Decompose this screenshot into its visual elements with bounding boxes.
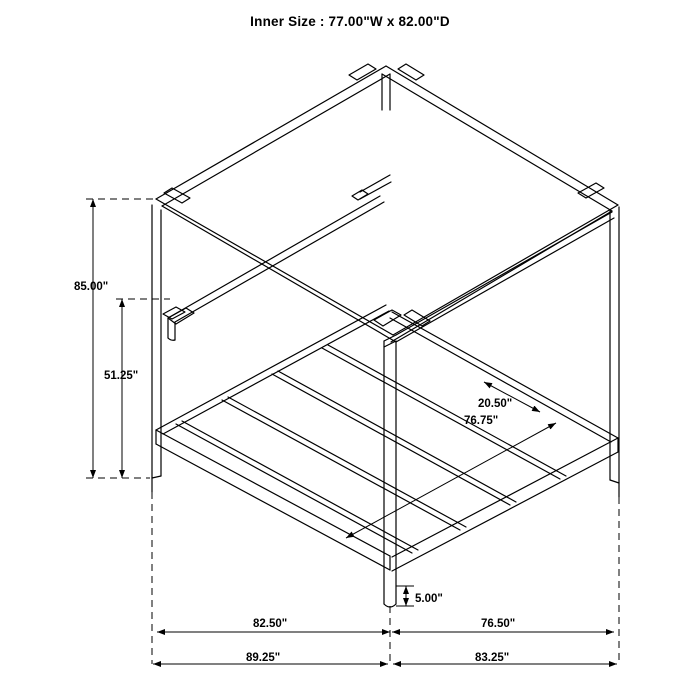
- dimension-label-overall-height: 85.00": [74, 281, 109, 293]
- dimension-label-canopy-post-height: 51.25": [104, 370, 139, 382]
- page-title: Inner Size : 77.00"W x 82.00"D: [250, 14, 450, 29]
- extension-lines: [86, 199, 619, 664]
- dimension-label-overall-right-width: 83.25": [475, 652, 510, 664]
- dimension-label-slat-spacing: 20.50": [478, 398, 513, 410]
- dimension-label-left-width: 82.50": [253, 618, 288, 630]
- dimension-label-inner-depth: 76.75": [464, 415, 499, 427]
- dimension-label-right-width: 76.50": [481, 618, 516, 630]
- dimension-label-overall-left-width: 89.25": [246, 652, 281, 664]
- dimension-lines: [86, 199, 619, 664]
- dimension-label-floor-clearance: 5.00": [415, 593, 443, 605]
- frame-geometry: [152, 64, 619, 607]
